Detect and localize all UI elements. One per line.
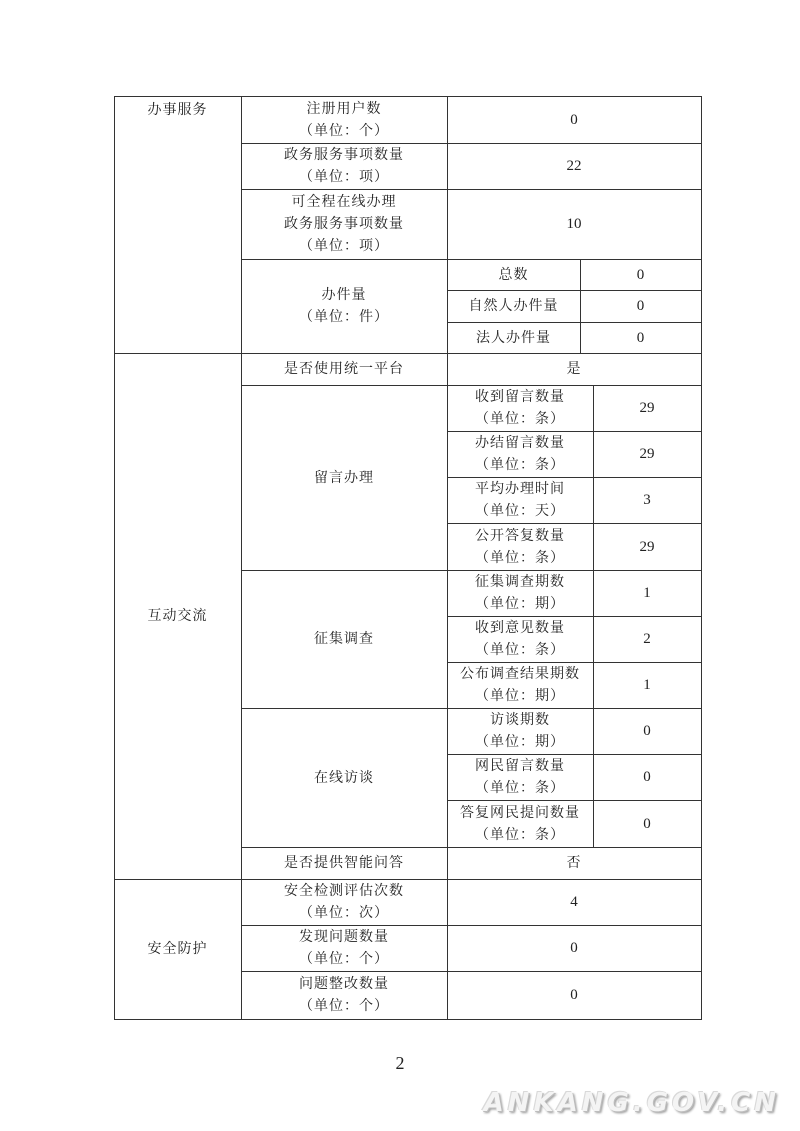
sub-item-label-label-text: 公开答复数量 — [475, 527, 565, 544]
sub-item-label-label-text: 公布调查结果期数 — [460, 666, 580, 682]
item-label-unit-text: （单位：个） — [299, 122, 389, 139]
sub-item-label — [447, 662, 593, 708]
section-title-title-text: 安全防护 — [147, 941, 208, 957]
table-border — [447, 662, 702, 663]
sub-item-value-value-text: 3 — [643, 492, 651, 508]
sub-item-label — [447, 431, 593, 477]
item-label-label-text: 是否使用统一平台 — [284, 361, 404, 377]
item-label-unit-text: （单位：件） — [299, 309, 389, 325]
sub-item-value — [593, 385, 701, 431]
item-label-unit-text: （单位：个） — [299, 998, 389, 1014]
table-border — [241, 189, 702, 190]
item-label — [241, 189, 447, 259]
sub-item-value-value-text: 1 — [643, 585, 651, 601]
sub-item-label-unit-text: （单位：期） — [475, 688, 565, 704]
item-label-label-text: 政务服务事项数量 — [284, 147, 404, 163]
sub-item-value-value-text: 29 — [639, 400, 655, 416]
sub-item-label — [447, 616, 593, 662]
sub-item-value-value-text: 29 — [639, 538, 655, 555]
item-value-value-text: 4 — [570, 894, 578, 910]
item-value-value-text: 否 — [566, 855, 582, 871]
item-value-value-text: 0 — [570, 940, 578, 956]
item-value-value-text: 10 — [566, 216, 582, 232]
sub-item-label — [447, 385, 593, 431]
sub-item-label — [447, 259, 580, 290]
sub-item-label-unit-text: （单位：条） — [475, 411, 565, 427]
item-label-unit-text: （单位：项） — [299, 169, 389, 185]
sub-item-label — [447, 708, 593, 754]
sub-item-label — [447, 754, 593, 800]
item-value-value-text: 22 — [566, 158, 582, 174]
sub-item-value — [593, 708, 701, 754]
item-label-unit-text: （单位：个） — [299, 951, 389, 967]
item-label-label-text: 问题整改数量 — [299, 976, 389, 992]
group-label-label-text: 留言办理 — [314, 469, 374, 486]
sub-item-label-unit-text: （单位：期） — [475, 734, 565, 750]
sub-item-value-value-text: 0 — [643, 769, 651, 785]
item-value — [447, 96, 701, 143]
table-border — [114, 879, 702, 880]
item-label-label-text: 注册用户数 — [306, 100, 382, 117]
sub-item-label-label-text: 收到意见数量 — [475, 620, 565, 636]
table-border — [241, 570, 702, 571]
sub-item-label — [447, 290, 580, 322]
page-number: 2 — [395, 1053, 405, 1073]
sub-item-value — [580, 322, 701, 353]
item-value — [447, 925, 701, 971]
table-border — [447, 800, 702, 801]
item-value — [447, 879, 701, 925]
sub-item-value — [593, 662, 701, 708]
table-border — [114, 1019, 702, 1020]
sub-item-value — [593, 523, 701, 570]
item-label-label-text: 是否提供智能问答 — [284, 855, 404, 871]
item-label — [241, 971, 447, 1019]
sub-item-value — [593, 431, 701, 477]
sub-item-label-label-text: 网民留言数量 — [475, 758, 565, 774]
item-value-value-text: 0 — [570, 111, 578, 128]
table-border — [114, 96, 702, 97]
item-label — [241, 143, 447, 189]
section-title-title-text: 互动交流 — [147, 608, 208, 624]
item-value — [447, 971, 701, 1019]
sub-item-label — [447, 523, 593, 570]
group-label — [241, 708, 447, 847]
table-border — [241, 143, 702, 144]
table-border — [241, 385, 702, 386]
sub-item-value-value-text: 0 — [636, 329, 645, 346]
table-border — [241, 259, 702, 260]
item-label-unit-text: （单位：次） — [299, 905, 389, 921]
table-border — [447, 96, 448, 1020]
sub-item-value-value-text: 0 — [643, 723, 651, 739]
group-label-label-text: 在线访谈 — [314, 769, 374, 786]
table-border — [447, 322, 702, 323]
item-label-label-text: 政务服务事项数量 — [284, 216, 404, 232]
table-border — [701, 96, 702, 1020]
sub-item-label-label-text: 征集调查期数 — [475, 574, 565, 590]
sub-item-label-label-text: 平均办理时间 — [475, 481, 565, 497]
item-value — [447, 847, 701, 879]
table-border — [447, 754, 702, 755]
sub-item-label-label-text: 答复网民提问数量 — [460, 804, 580, 821]
section-title — [114, 353, 241, 879]
sub-item-label-unit-text: （单位：条） — [475, 457, 565, 473]
item-label — [241, 259, 447, 353]
sub-item-label-unit-text: （单位：天） — [475, 503, 565, 519]
sub-item-label-label-text: 访谈期数 — [490, 712, 550, 728]
item-label-label-text: 办件量 — [321, 287, 367, 303]
table-border — [114, 96, 115, 1020]
sub-item-label-unit-text: （单位：条） — [475, 826, 565, 843]
sub-item-label — [447, 477, 593, 523]
item-value — [447, 353, 701, 385]
sub-item-label-unit-text: （单位：期） — [475, 596, 565, 612]
item-label — [241, 353, 447, 385]
table-border — [241, 96, 242, 1020]
sub-item-label — [447, 322, 580, 353]
item-label-unit-text: （单位：项） — [299, 238, 389, 254]
group-label — [241, 570, 447, 708]
item-label — [241, 879, 447, 925]
sub-item-value — [580, 290, 701, 322]
watermark: ANKANG.GOV.CN — [483, 1088, 780, 1118]
section-title — [114, 879, 241, 1019]
sub-item-label-label-text: 总数 — [498, 266, 529, 283]
sub-item-value-value-text: 1 — [643, 677, 651, 693]
sub-item-value — [593, 570, 701, 616]
sub-item-value — [593, 754, 701, 800]
sub-item-label-label-text: 收到留言数量 — [475, 389, 565, 405]
sub-item-label — [447, 570, 593, 616]
table-border — [447, 431, 702, 432]
sub-item-value — [593, 800, 701, 847]
sub-item-label-unit-text: （单位：条） — [475, 642, 565, 658]
item-value — [447, 143, 701, 189]
sub-item-value-value-text: 0 — [636, 266, 645, 283]
sub-item-value-value-text: 0 — [643, 815, 651, 832]
sub-item-label-label-text: 办结留言数量 — [475, 435, 565, 451]
item-label-label-text: 发现问题数量 — [299, 929, 389, 945]
item-label — [241, 847, 447, 879]
table-border — [447, 616, 702, 617]
sub-item-value-value-text: 0 — [636, 298, 645, 314]
sub-item-value-value-text: 2 — [643, 631, 651, 647]
table-border — [241, 925, 702, 926]
group-label-label-text: 征集调查 — [314, 631, 374, 647]
item-value-value-text: 是 — [566, 361, 582, 377]
table-border — [447, 523, 702, 524]
item-label-label-text: 可全程在线办理 — [291, 194, 397, 210]
section-title: 办事服务 — [147, 102, 208, 118]
sub-item-value — [593, 477, 701, 523]
sub-item-label-unit-text: （单位：条） — [475, 549, 565, 566]
item-value — [447, 189, 701, 259]
sub-item-value — [593, 616, 701, 662]
item-label — [241, 925, 447, 971]
table-border — [241, 708, 702, 709]
table-border — [241, 971, 702, 972]
item-label — [241, 96, 447, 143]
table-border — [114, 353, 702, 354]
sub-item-label-label-text: 自然人办件量 — [468, 298, 559, 314]
table-border — [580, 259, 581, 354]
table-border — [241, 847, 702, 848]
table-border — [447, 477, 702, 478]
group-label — [241, 385, 447, 570]
sub-item-value — [580, 259, 701, 290]
item-value-value-text: 0 — [570, 987, 578, 1003]
item-label-label-text: 安全检测评估次数 — [284, 883, 404, 899]
sub-item-label-unit-text: （单位：条） — [475, 780, 565, 796]
sub-item-label — [447, 800, 593, 847]
sub-item-label-label-text: 法人办件量 — [476, 329, 551, 346]
table-border — [447, 290, 702, 291]
table-border — [593, 385, 594, 848]
sub-item-value-value-text: 29 — [639, 446, 655, 462]
